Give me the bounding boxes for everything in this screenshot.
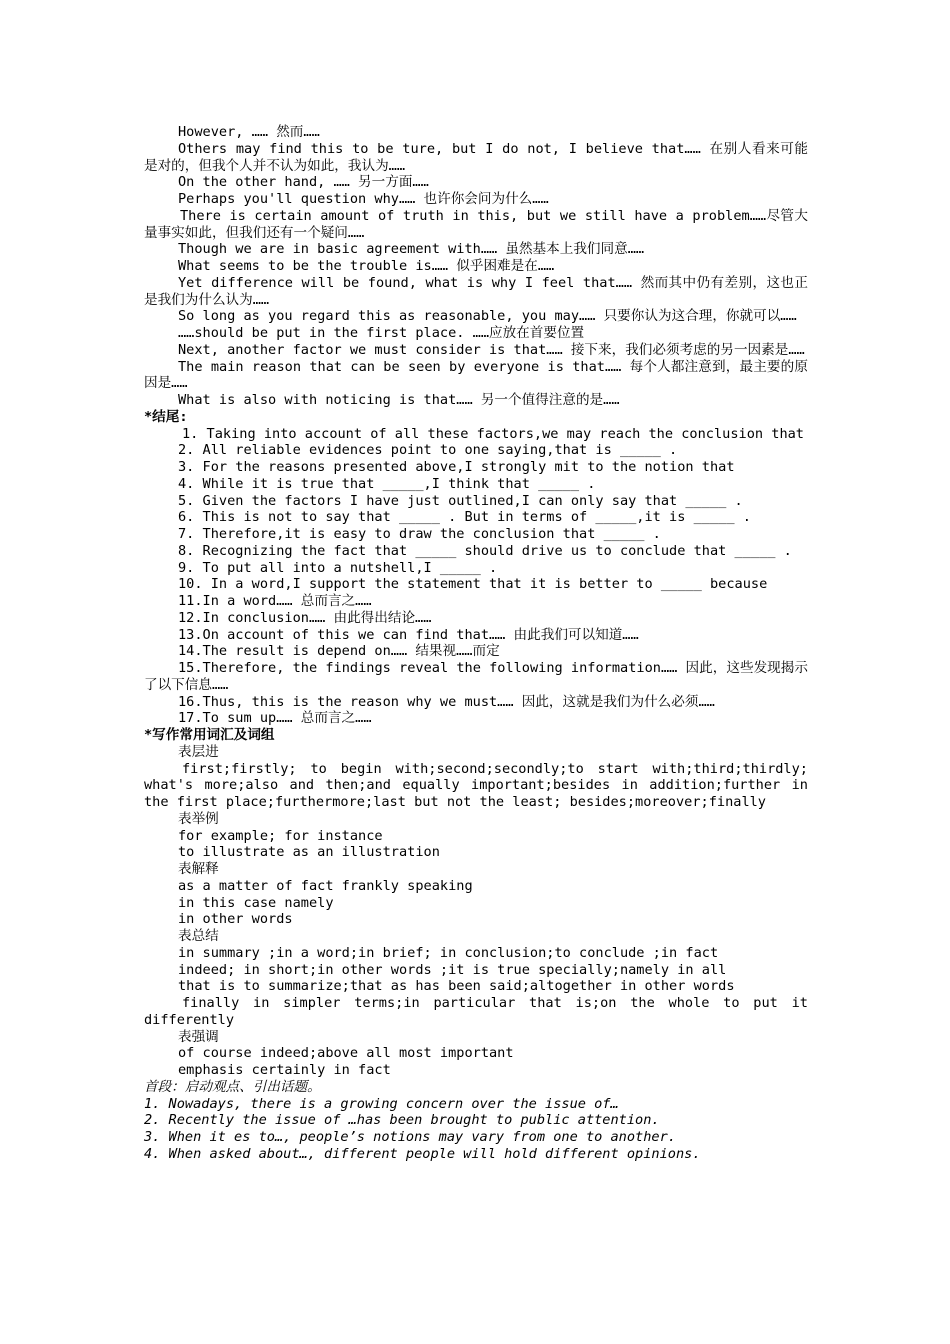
conclusion-line: 6. This is not to say that _____ . But in terms of _____,it is _____ . <box>178 509 751 526</box>
phrase-line: Perhaps you'll question why…… 也许你会问为什么…… <box>178 191 549 207</box>
opening-line: 2. Recently the issue of …has been brought to public attention. <box>144 1112 660 1129</box>
phrase-line: However, …… 然而…… <box>178 124 320 140</box>
vocab-line: 表总结 <box>178 928 219 944</box>
conclusion-phrase-list <box>144 426 808 728</box>
phrase-line: So long as you regard this as reasonable, you may…… 只要你认为这合理，你就可以…… <box>178 308 797 325</box>
vocab-line: for example; for instance <box>178 827 383 844</box>
conclusion-line: 10. In a word,I support the statement that it is better to _____ because <box>178 576 768 593</box>
phrase-line: What seems to be the trouble is…… 似乎困难是在…… <box>178 258 555 274</box>
opening-line: 1. Nowadays, there is a growing concern over the issue of… <box>144 1095 619 1112</box>
conclusion-line: 14.The result is depend on…… 结果视……而定 <box>178 643 500 660</box>
phrase-line: Yet difference will be found, what is why I feel that…… 然而其中仍有差别，这也正是我们为什么认为…… <box>144 274 808 308</box>
phrase-line: Though we are in basic agreement with…… 虽然基本上我们同意…… <box>178 241 645 258</box>
vocab-line: in other words <box>178 911 293 928</box>
vocab-line: first;firstly; to begin with;second;secondly;to start with;third;thirdly; what's more;also and then;and equally important;besides in addition;further in the first place;furthermore;last but not the least; besides;moreover;finally <box>144 760 808 810</box>
opening-phrase-list <box>144 1096 808 1163</box>
phrase-line: On the other hand, …… 另一方面…… <box>178 174 429 191</box>
vocab-line: finally in simpler terms;in particular that is;on the whole to put it differently <box>144 995 808 1028</box>
vocab-line: in this case namely <box>178 894 334 911</box>
conclusion-line: 17.To sum up…… 总而言之…… <box>178 710 372 727</box>
vocab-line: 表强调 <box>178 1028 219 1045</box>
phrase-line: ……should be put in the first place. ……应放在首要位置 <box>178 325 585 341</box>
vocab-line: indeed; in short;in other words ;it is true specially;namely in all <box>178 961 727 978</box>
phrase-list-body <box>144 124 808 409</box>
conclusion-line: 8. Recognizing the fact that _____ should drive us to conclude that _____ . <box>178 542 792 559</box>
conclusion-line: 5. Given the factors I have just outlined,I can only say that _____ . <box>178 492 743 509</box>
vocab-list <box>144 744 808 1079</box>
phrase-line: Next, another factor we must consider is that…… 接下来，我们必须考虑的另一因素是…… <box>178 341 805 358</box>
opening-heading: 首段：启动观点、引出话题。 <box>144 1078 321 1095</box>
vocab-line: in summary ;in a word;in brief; in conclusion;to conclude ;in fact <box>178 944 719 961</box>
conclusion-line: 11.In a word…… 总而言之…… <box>178 593 372 609</box>
conclusion-line: 12.In conclusion…… 由此得出结论…… <box>178 609 432 626</box>
phrase-line: What is also with noticing is that…… 另一个值得注意的是…… <box>178 392 620 408</box>
vocab-line: 表举例 <box>178 810 219 827</box>
conclusion-line: 2. All reliable evidences point to one saying,that is _____ . <box>178 442 678 459</box>
conclusion-line: 13.On account of this we can find that…… 由此我们可以知道…… <box>178 626 639 643</box>
phrase-line: The main reason that can be seen by everyone is that…… 每个人都注意到，最主要的原因是…… <box>144 358 808 392</box>
vocab-line: as a matter of fact frankly speaking <box>178 877 473 894</box>
conclusion-line: 16.Thus, this is the reason why we must…… 因此，这就是我们为什么必须…… <box>178 693 715 710</box>
opening-line: 3. When it es to…, people’s notions may vary from one to another. <box>144 1129 676 1145</box>
phrase-line: There is certain amount of truth in this, but we still have a problem……尽管大量事实如此，但我们还有一个疑问…… <box>144 207 808 241</box>
conclusion-heading: *结尾: <box>144 408 188 425</box>
conclusion-line: 3. For the reasons presented above,I strongly mit to the notion that <box>178 459 735 475</box>
vocab-line: to illustrate as an illustration <box>178 844 440 861</box>
vocab-line: emphasis certainly in fact <box>178 1062 391 1078</box>
conclusion-line: 15.Therefore, the findings reveal the following information…… 因此，这些发现揭示了以下信息…… <box>144 660 808 693</box>
conclusion-line: 7. Therefore,it is easy to draw the conclusion that _____ . <box>178 526 661 542</box>
vocab-line: 表解释 <box>178 861 219 877</box>
conclusion-line: 9. To put all into a nutshell,I _____ . <box>178 559 498 576</box>
opening-line: 4. When asked about…, different people will hold different opinions. <box>144 1145 701 1162</box>
vocab-line: 表层进 <box>178 743 219 760</box>
vocab-line: of course indeed;above all most important <box>178 1045 514 1062</box>
conclusion-line: 4. While it is true that _____,I think that _____ . <box>178 475 596 492</box>
vocab-line: that is to summarize;that as has been said;altogether in other words <box>178 978 735 995</box>
conclusion-line: 1. Taking into account of all these factors,we may reach the conclusion that <box>182 425 804 442</box>
vocab-heading: *写作常用词汇及词组 <box>144 727 275 743</box>
document-content <box>144 124 808 1163</box>
phrase-line: Others may find this to be ture, but I do not, I believe that…… 在别人看来可能是对的，但我个人并不认为如此，我认为…… <box>144 140 808 174</box>
